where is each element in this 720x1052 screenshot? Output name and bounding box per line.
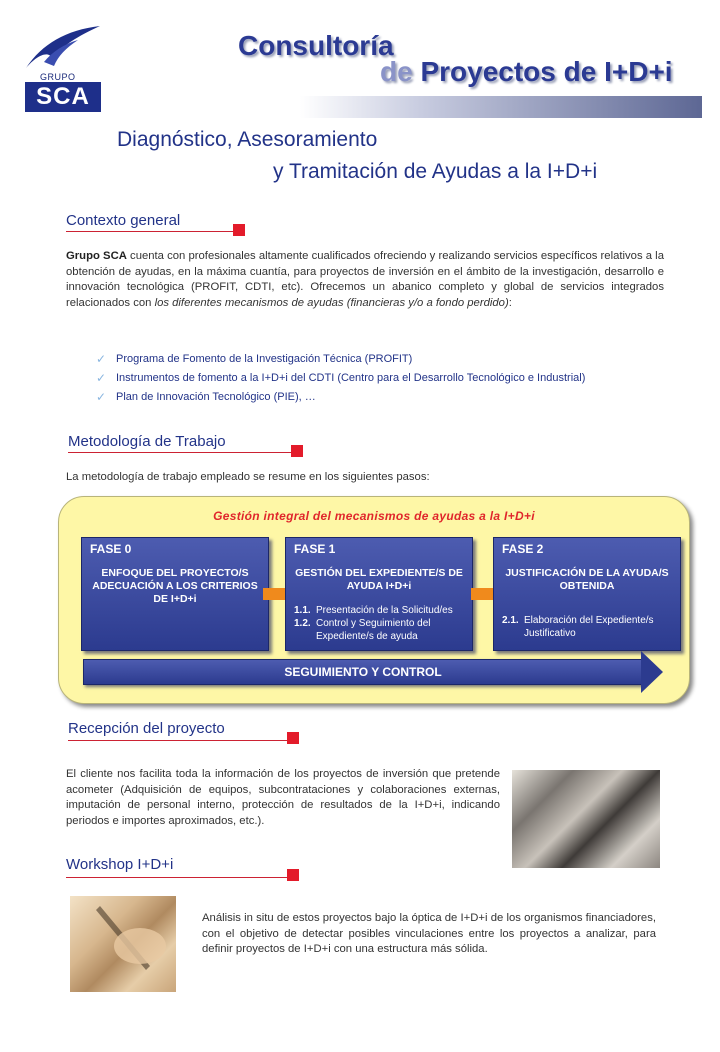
section-underline [66, 231, 236, 232]
section-heading-contexto: Contexto general [66, 212, 181, 229]
section-marker [233, 224, 245, 236]
contexto-text-end: : [508, 296, 512, 309]
writing-hand-photo [70, 896, 176, 992]
fase-2-box [493, 537, 681, 651]
fase-label: FASE 0 [90, 542, 132, 556]
fase-title: JUSTIFICACIÓN DE LA AYUDA/S OBTENIDA [505, 567, 669, 592]
section-marker [291, 445, 303, 457]
fase-items [502, 614, 674, 640]
logo-sca-text: SCA [25, 82, 101, 112]
page-subtitle [380, 56, 673, 88]
fase-item-text: Control y Seguimiento del Expediente/s de ayuda [316, 618, 431, 642]
fase-1-box [285, 537, 473, 651]
fase-item-text: Presentación de la Solicitud/es [316, 605, 453, 616]
headline-line-1: Diagnóstico, Asesoramiento [117, 128, 378, 151]
list-item-text: Instrumentos de fomento a la I+D+i del CDTI (Centro para el Desarrollo Tecnológico e Industrial) [116, 372, 586, 384]
section-underline [66, 877, 288, 878]
right-arrow-icon [263, 588, 285, 600]
section-heading-recepcion: Recepción del proyecto [68, 720, 225, 737]
list-item-text: Programa de Fomento de la Investigación Técnica (PROFIT) [116, 353, 413, 365]
check-icon: ✓ [96, 352, 107, 366]
fase-title: GESTIÓN DEL EXPEDIENTE/S DE AYUDA I+D+i [295, 567, 463, 592]
contexto-text-italic: los diferentes mecanismos de ayudas (financieras y/o a fondo perdido) [154, 296, 509, 309]
section-underline [68, 740, 290, 741]
page-title: Consultoría [238, 30, 394, 61]
process-diagram [58, 496, 690, 704]
fase-item-text: Elaboración del Expediente/s Justificativo [524, 615, 654, 639]
check-icon: ✓ [96, 371, 107, 385]
fase-item [294, 604, 466, 617]
machinery-photo [512, 770, 660, 868]
seguimiento-bar: SEGUIMIENTO Y CONTROL [83, 659, 643, 685]
fase-item-num: 2.1. [502, 615, 519, 626]
headline-line-2: y Tramitación de Ayudas a la I+D+i [273, 160, 598, 183]
fase-item [294, 617, 466, 643]
pen-icon [70, 896, 176, 992]
fase-item [502, 614, 674, 640]
subtitle-text: Proyectos de I+D+i [420, 56, 673, 87]
section-marker [287, 869, 299, 881]
logo-grupo-text: GRUPO [40, 72, 76, 82]
section-marker [287, 732, 299, 744]
section-underline [68, 452, 294, 453]
recepcion-paragraph: El cliente nos facilita toda la información de los proyectos de inversión que pretende acometer (Adquisición de equipos, subcontrataciones y colaboraciones externas, imputación de personal interno, protección de resultados de la I+D+i, indicando periodos e importes aproximados, etc.). [66, 768, 500, 827]
diagram-title: Gestión integral del mecanismos de ayudas a la I+D+i [213, 509, 535, 523]
fase-0-box [81, 537, 269, 651]
subtitle-de: de [380, 56, 413, 87]
contexto-text: cuenta con profesionales altamente cualificados ofreciendo y realizando servicios específicos relativos a la obtención de ayudas, en la máxima cuantía, para proyectos de inversión en el ámbito de la investigación, desarrollo e innovación tecnológica (PROFIT, CDTI, etc). Ofrecemos un abanico completo y global de servicios integrados relacionados con [66, 250, 664, 309]
section-heading-metodologia: Metodología de Trabajo [68, 433, 226, 450]
bird-icon [22, 22, 102, 74]
brand-name: Grupo SCA [66, 250, 127, 262]
list-item [96, 369, 585, 388]
services-list [96, 350, 585, 407]
section-heading-workshop: Workshop I+D+i [66, 856, 174, 873]
list-item [96, 388, 585, 407]
workshop-paragraph: Análisis in situ de estos proyectos bajo la óptica de I+D+i de los organismos financiadores, con el objetivo de detectar posibles vinculaciones entre los proyectos a analizar, para definir proyectos de I+D+i con una estructura más sólida. [202, 912, 656, 955]
fase-item-num: 1.1. [294, 605, 311, 616]
right-arrow-icon [471, 588, 493, 600]
fase-title: ENFOQUE DEL PROYECTO/S ADECUACIÓN A LOS CRITERIOS DE I+D+i [92, 567, 258, 605]
contexto-paragraph [66, 249, 664, 311]
grupo-sca-logo [22, 22, 112, 122]
check-icon: ✓ [96, 390, 107, 404]
fase-label: FASE 1 [294, 542, 336, 556]
fase-items [294, 604, 466, 643]
fase-item-num: 1.2. [294, 618, 311, 629]
header-gradient-bar [300, 96, 702, 118]
metodologia-intro: La metodología de trabajo empleado se resume en los siguientes pasos: [66, 471, 430, 483]
fase-label: FASE 2 [502, 542, 544, 556]
list-item [96, 350, 585, 369]
seguimiento-arrowhead-icon [641, 651, 663, 693]
list-item-text: Plan de Innovación Tecnológico (PIE), … [116, 391, 316, 403]
